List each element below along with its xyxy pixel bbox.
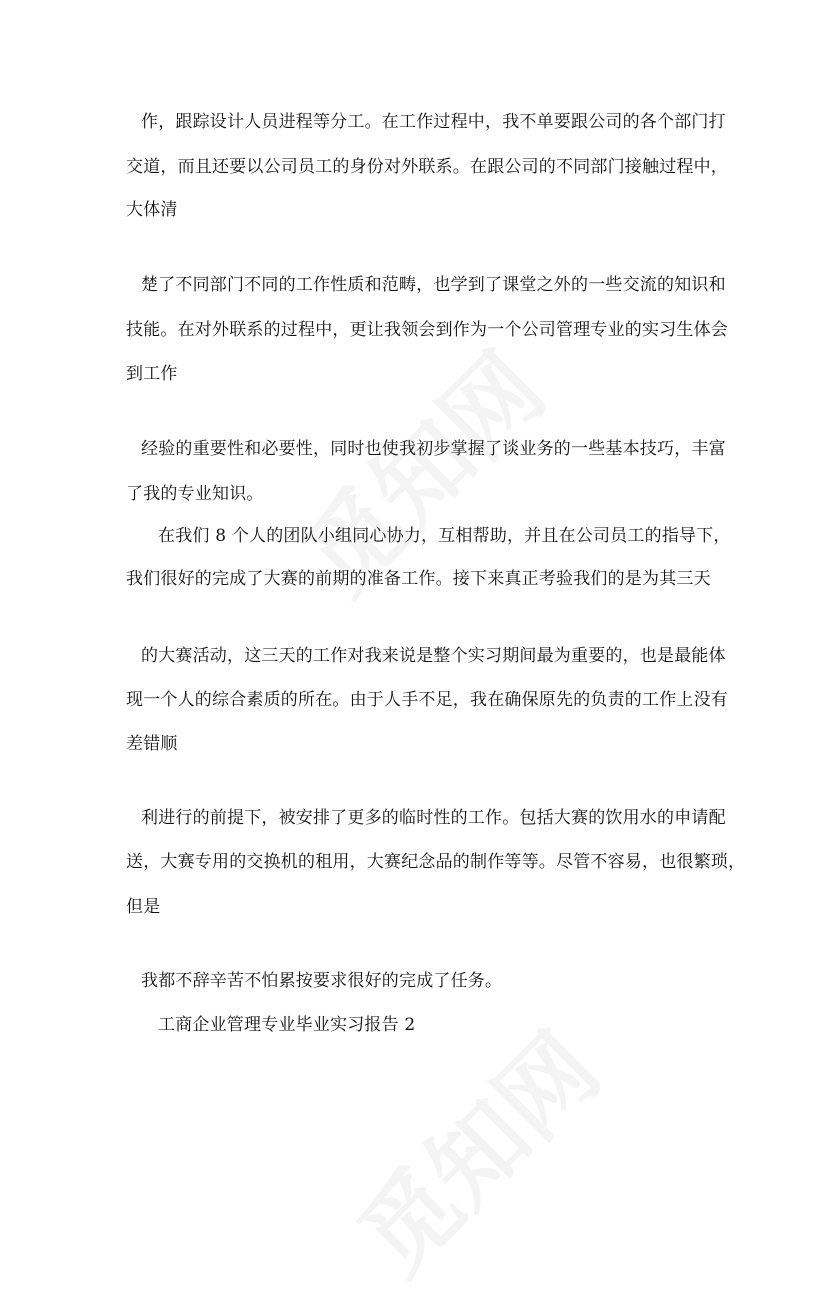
text-line: 作，跟踪设计人员进程等分工。在工作过程中，我不单要跟公司的各个部门打 xyxy=(141,112,726,132)
text-line: 技能。在对外联系的过程中，更让我领会到作为一个公司管理专业的实习生体会 xyxy=(126,320,728,340)
text-line: 大体清 xyxy=(126,200,178,220)
text-line: 的大赛活动，这三天的工作对我来说是整个实习期间最为重要的，也是最能体 xyxy=(141,646,726,666)
text-line: 到工作 xyxy=(126,364,178,384)
text-line: 交道，而且还要以公司员工的身份对外联系。在跟公司的不同部门接触过程中， xyxy=(126,157,728,177)
text-line: 了我的专业知识。 xyxy=(126,484,264,504)
text-line: 我们很好的完成了大赛的前期的准备工作。接下来真正考验我们的是为其三天 xyxy=(126,569,711,589)
text-line: 经验的重要性和必要性，同时也使我初步掌握了谈业务的一些基本技巧，丰富 xyxy=(141,439,726,459)
text-line: 但是 xyxy=(126,897,161,917)
text-line: 在我们 8 个人的团队小组同心协力，互相帮助，并且在公司员工的指导下， xyxy=(158,526,731,546)
text-line: 利进行的前提下，被安排了更多的临时性的工作。包括大赛的饮用水的申请配 xyxy=(141,808,726,828)
watermark-logo xyxy=(324,998,625,1299)
text-line: 我都不辞辛苦不怕累按要求很好的完成了任务。 xyxy=(141,971,503,991)
text-line: 楚了不同部门不同的工作性质和范畴，也学到了课堂之外的一些交流的知识和 xyxy=(141,275,726,295)
text-line: 送，大赛专用的交换机的租用，大赛纪念品的制作等等。尽管不容易，也很繁琐， xyxy=(126,852,746,872)
text-line: 差错顺 xyxy=(126,734,178,754)
section-heading: 工商企业管理专业毕业实习报告 2 xyxy=(158,1015,416,1035)
text-line: 现一个人的综合素质的所在。由于人手不足，我在确保原先的负责的工作上没有 xyxy=(126,690,728,710)
